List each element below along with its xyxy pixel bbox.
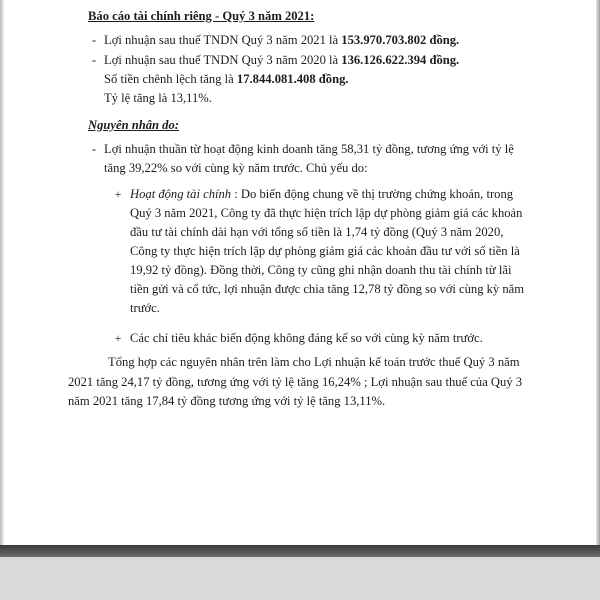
profit-2021-text: Lợi nhuận sau thuế TNDN Quý 3 năm 2021 là <box>104 33 342 47</box>
financial-activity-text: : Do biến động chung về thị trường chứng khoán, trong <box>231 187 514 201</box>
profit-2021-suffix: . <box>456 33 460 47</box>
summary-line-2: 2021 tăng 24,17 tỷ đồng, tương ứng với tỷ lệ tăng 16,24% ; Lợi nhuận sau thuế của Quý 3 <box>68 375 523 389</box>
other-indicators-line: Các chỉ tiêu khác biến động không đáng kể so với cùng kỳ năm trước. <box>130 331 483 345</box>
section-title: Báo cáo tài chính riêng - Quý 3 năm 2021: <box>88 9 315 23</box>
financial-activity-line-6: tiền gửi và cổ tức, lợi nhuận được chia tăng 12,78 tỷ đồng so với cùng kỳ năm <box>130 282 525 296</box>
bullet-dash: - <box>91 142 97 156</box>
difference-suffix: . <box>345 72 349 86</box>
financial-activity-line-2: Quý 3 năm 2021, Công ty đã thực hiện trích lập dự phòng giảm giá các khoản <box>130 206 523 220</box>
operating-profit-line-2: tăng 39,22% so với cùng kỳ năm trước. Chủ yếu do: <box>104 161 368 175</box>
financial-activity-line-5: 19,92 tỷ đồng). Đồng thời, Công ty cũng ghi nhận doanh thu tài chính từ lãi <box>130 263 512 277</box>
difference-text: Số tiền chênh lệch tăng là <box>104 72 237 86</box>
scanner-shadow-band <box>0 545 600 557</box>
financial-activity-line-1 <box>130 185 513 204</box>
profit-2021-line <box>104 31 459 50</box>
operating-profit-line-1: Lợi nhuận thuần từ hoạt động kinh doanh tăng 58,31 tỷ đồng, tương ứng với tỷ lệ <box>104 142 514 156</box>
sheet-edge-right <box>596 0 600 545</box>
bullet-plus: + <box>114 187 122 201</box>
bullet-dash: - <box>91 33 97 47</box>
bullet-dash: - <box>91 53 97 67</box>
scanner-background <box>0 557 600 600</box>
sheet-edge-left <box>0 0 4 545</box>
summary-line-1: Tổng hợp các nguyên nhân trên làm cho Lợi nhuận kế toán trước thuế Quý 3 năm <box>108 355 520 369</box>
difference-amount: 17.844.081.408 đồng <box>236 72 346 86</box>
profit-2020-text: Lợi nhuận sau thuế TNDN Quý 3 năm 2020 là <box>104 53 342 67</box>
profit-2021-amount: 153.970.703.802 đồng <box>341 33 457 47</box>
difference-line <box>104 70 349 89</box>
financial-activity-line-4: Công ty thực hiện trích lập dự phòng giảm giá các khoản đầu tư với số tiền là <box>130 244 520 258</box>
summary-line-3: năm 2021 tăng 17,84 tỷ đồng tương ứng với tỷ lệ tăng 13,11%. <box>68 394 386 408</box>
profit-2020-amount: 136.126.622.394 đồng <box>341 53 457 67</box>
increase-rate-line: Tỷ lệ tăng là 13,11%. <box>104 91 212 105</box>
bullet-plus: + <box>114 331 122 345</box>
profit-2020-line <box>104 51 459 70</box>
financial-activity-line-3: đầu tư tài chính dài hạn với tổng số tiền là 1,74 tỷ đồng (Quý 3 năm 2020, <box>130 225 504 239</box>
cause-title: Nguyên nhân do: <box>88 118 179 132</box>
financial-activity-label: Hoạt động tài chính <box>130 187 232 201</box>
profit-2020-suffix: . <box>456 53 460 67</box>
financial-activity-line-7: trước. <box>130 301 160 315</box>
